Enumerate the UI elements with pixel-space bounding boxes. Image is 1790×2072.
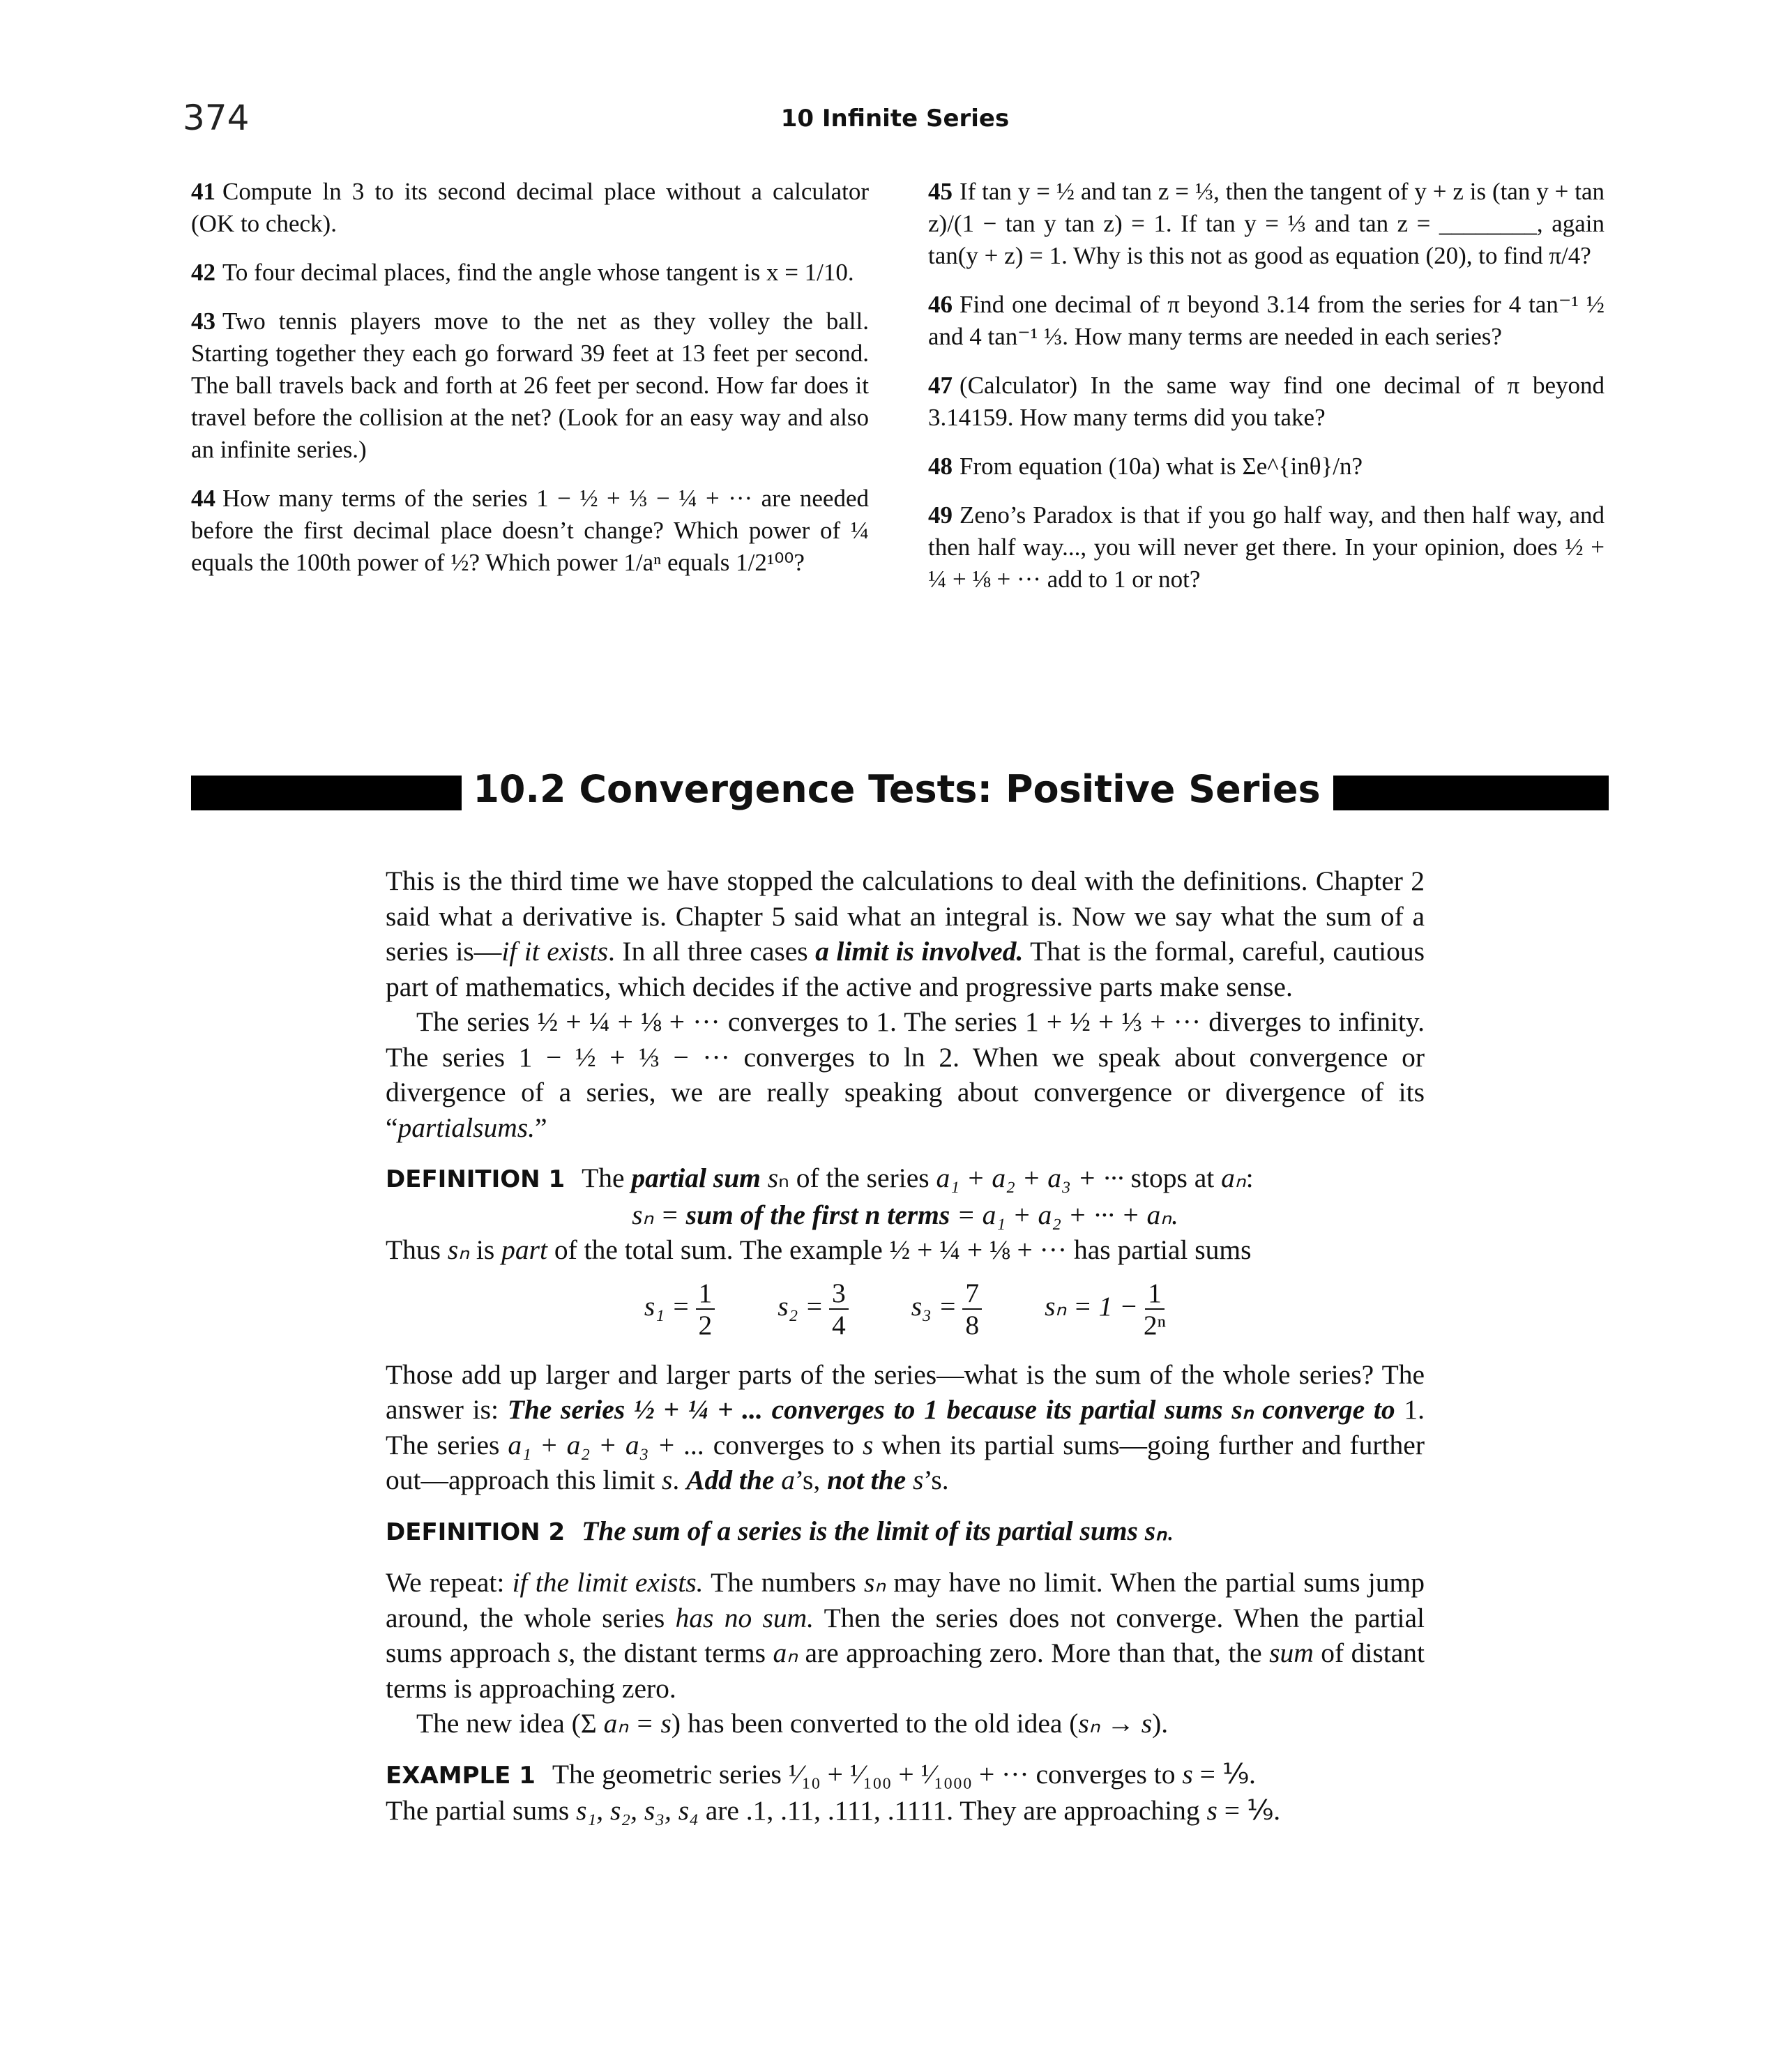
text-run: a xyxy=(774,1465,795,1495)
exercises-left-column xyxy=(191,176,869,596)
paragraph xyxy=(386,1565,1425,1706)
exercise-number: 46 xyxy=(928,291,953,318)
text-run: The numbers xyxy=(703,1567,865,1598)
text-run: partialsums. xyxy=(397,1112,535,1143)
label: DEFINITION 2 xyxy=(386,1518,566,1546)
exercise-text: (Calculator) In the same way find one decimal of π beyond 3.14159. How many terms did you take? xyxy=(928,372,1605,431)
exercise xyxy=(928,451,1605,483)
text-run: . xyxy=(672,1465,687,1495)
denominator: 2ⁿ xyxy=(1143,1309,1167,1340)
text-run: The series ½ + ¼ + ... converges to 1 because its partial sums sₙ converge to xyxy=(507,1394,1395,1425)
text-run: sₙ = xyxy=(632,1199,686,1230)
text-run: ) has been converted to the old idea ( xyxy=(671,1708,1079,1739)
exercise xyxy=(191,483,869,579)
text-run: s xyxy=(906,1465,924,1495)
partial-sum-lhs: sₙ = 1 − xyxy=(1045,1290,1138,1322)
text-run: aₙ xyxy=(773,1638,798,1668)
text-run: a limit is involved. xyxy=(815,936,1024,967)
text-run: Add the xyxy=(686,1465,775,1495)
fraction xyxy=(696,1278,715,1340)
text-run: , the distant terms xyxy=(568,1638,773,1668)
text-run: are .1, .11, .111, .1111. They are approaching xyxy=(698,1795,1207,1826)
text-run: 1. The series xyxy=(386,1394,1425,1460)
text-run: Then the series does not converge. When the partial sums approach xyxy=(386,1602,1425,1668)
text-run: ” xyxy=(535,1112,547,1143)
exercise-number: 44 xyxy=(191,485,215,512)
denominator: 2 xyxy=(698,1309,713,1340)
paragraph xyxy=(386,1757,1425,1794)
exercise xyxy=(191,305,869,466)
exercise-text: From equation (10a) what is Σe^{inθ}/n? xyxy=(960,453,1363,480)
exercise-number: 43 xyxy=(191,308,215,335)
text-run: = ⅑. xyxy=(1192,1758,1256,1790)
exercise-text: Compute ln 3 to its second decimal place without a calculator (OK to check). xyxy=(191,178,869,237)
text-run: when its partial sums—going further and further out—approach this limit xyxy=(386,1429,1425,1495)
text-run: This is the third time we have stopped the calculations to deal with the definitions. Chapter 2 said what a derivative is. Chapter 5 said what an integral is. Now we say what the sum of a series is— xyxy=(386,865,1425,967)
denominator: 4 xyxy=(831,1309,846,1340)
section-rule-left xyxy=(191,776,462,810)
text-run: not the xyxy=(827,1465,907,1495)
text-run: s xyxy=(1182,1758,1193,1790)
exercise xyxy=(191,176,869,240)
exercise-number: 45 xyxy=(928,178,953,205)
exercise-text: Two tennis players move to the net as they volley the ball. Starting together they each go forward 39 feet at 13 feet per second. The ball travels back and forth at 26 feet per second. How far does it travel before the collision at the net? (Look for an easy way and also an infinite series.) xyxy=(191,308,869,463)
text-run: s xyxy=(1206,1795,1218,1826)
label: EXAMPLE 1 xyxy=(386,1761,536,1790)
text-run: = ⅑. xyxy=(1217,1795,1281,1826)
exercise-number: 49 xyxy=(928,501,953,529)
text-run: The series ½ + ¼ + ⅛ + ··· converges to 1. The series 1 + ½ + ⅓ + ··· diverges to infinity. The series 1 − ½ + ⅓ − ··· converges to ln 2. When we speak about convergence or divergence of a series, we are really speaking about convergence or divergence of its “ xyxy=(386,1006,1425,1143)
text-run: has no sum. xyxy=(675,1602,814,1633)
partial-sum-lhs: s₃ = xyxy=(911,1290,957,1322)
text-run: That is the formal, careful, cautious part of mathematics, which decides if the active and progressive parts make sense. xyxy=(386,936,1425,1002)
paragraph xyxy=(386,1197,1425,1233)
text-run: sum of the first n terms xyxy=(685,1199,950,1230)
section-body xyxy=(386,863,1425,1829)
partial-sums-display xyxy=(386,1278,1425,1340)
text-run: stops at xyxy=(1130,1163,1222,1193)
text-run: a₁ + a₂ + a₃ + ··· xyxy=(936,1163,1131,1193)
fraction xyxy=(1144,1278,1166,1340)
exercise xyxy=(928,499,1605,596)
text-run: . In all three cases xyxy=(608,936,816,967)
section-title: 10.2 Convergence Tests: Positive Series xyxy=(473,767,1321,811)
exercise-text: To four decimal places, find the angle whose tangent is x = 1/10. xyxy=(222,259,854,286)
text-run: We repeat: xyxy=(386,1567,513,1598)
numerator: 1 xyxy=(1145,1278,1165,1310)
numerator: 1 xyxy=(696,1278,715,1310)
paragraph xyxy=(386,1706,1425,1741)
exercise xyxy=(928,176,1605,272)
running-head: 10 Infinite Series xyxy=(780,105,1010,133)
partial-sum xyxy=(644,1278,715,1340)
exercise-number: 47 xyxy=(928,372,953,399)
paragraph xyxy=(386,1793,1425,1829)
text-run: sum xyxy=(1269,1638,1314,1668)
exercise-number: 48 xyxy=(928,453,953,480)
numerator: 3 xyxy=(829,1278,849,1310)
text-run: aₙ = s xyxy=(603,1708,672,1739)
exercise xyxy=(928,289,1605,353)
text-run: part xyxy=(501,1234,547,1265)
text-run: The geometric series ¹⁄₁₀ + ¹⁄₁₀₀ + ¹⁄₁₀₀₀ + ··· converges to xyxy=(552,1758,1183,1790)
text-run: aₙ xyxy=(1221,1163,1246,1193)
partial-sum xyxy=(911,1278,982,1340)
text-run: . xyxy=(1166,1515,1174,1546)
exercise-number: 42 xyxy=(191,259,215,286)
text-run: The xyxy=(582,1163,632,1193)
exercise-text: How many terms of the series 1 − ½ + ⅓ − ¼ + ··· are needed before the first decimal place doesn’t change? Which power of ¼ equals the 100th power of ½? Which power 1/aⁿ equals 1/2¹⁰⁰? xyxy=(191,485,869,576)
text-run: s xyxy=(557,1638,569,1668)
text-run: Those add up larger and larger parts of the series—what is the sum of the whole series? The answer is: xyxy=(386,1359,1425,1425)
exercise-text: Zeno’s Paradox is that if you go half way, and then half way, and then half way..., you will never get there. In your opinion, does ½ + ¼ + ⅛ + ··· add to 1 or not? xyxy=(928,501,1605,593)
text-run: partial sum xyxy=(631,1163,761,1193)
text-run: if it exists xyxy=(501,936,609,967)
fraction xyxy=(962,1278,982,1340)
text-run: may have no limit. When the partial sums jump around, the whole series xyxy=(386,1567,1425,1633)
paragraph xyxy=(386,863,1425,1004)
text-run: The new idea (Σ xyxy=(416,1708,604,1739)
text-run: Thus xyxy=(386,1234,448,1265)
text-run: = a₁ + a₂ + ··· + aₙ. xyxy=(950,1199,1178,1230)
partial-sum-lhs: s₂ = xyxy=(778,1290,824,1322)
partial-sum xyxy=(778,1278,848,1340)
exercise-text: Find one decimal of π beyond 3.14 from the series for 4 tan⁻¹ ½ and 4 tan⁻¹ ⅓. How many terms are needed in each series? xyxy=(928,291,1605,350)
text-run: is xyxy=(469,1234,502,1265)
partial-sum xyxy=(1045,1278,1166,1340)
fraction xyxy=(829,1278,849,1340)
text-run: ). xyxy=(1152,1708,1169,1739)
text-run: converges to xyxy=(704,1429,863,1460)
text-run: a₁ + a₂ + a₃ + ... xyxy=(508,1429,705,1460)
text-run: : xyxy=(1245,1163,1254,1193)
text-run: of distant terms is approaching zero. xyxy=(386,1638,1425,1704)
exercises-right-column xyxy=(928,176,1605,612)
text-run: ₙ of the series xyxy=(778,1163,936,1193)
exercise-text: If tan y = ½ and tan z = ⅓, then the tangent of y + z is (tan y + tan z)/(1 − tan y tan z) = 1. If tan y = ⅓ and tan z = ________, again tan(y + z) = 1. Why is this not as good as equation (20), to find π/4? xyxy=(928,178,1605,269)
text-run: s xyxy=(760,1163,779,1193)
text-run: The partial sums xyxy=(386,1795,577,1826)
numerator: 7 xyxy=(962,1278,982,1310)
page-number: 374 xyxy=(183,98,250,138)
text-run: if the limit exists. xyxy=(512,1567,704,1598)
text-run: ’s. xyxy=(923,1465,949,1495)
section-rule-right xyxy=(1333,776,1609,810)
paragraph xyxy=(386,1232,1425,1268)
exercise xyxy=(928,370,1605,434)
text-run: s xyxy=(862,1429,874,1460)
paragraph xyxy=(386,1357,1425,1498)
text-run: sₙ → s xyxy=(1078,1708,1153,1739)
text-run: of the total sum. The example ½ + ¼ + ⅛ + ··· has partial sums xyxy=(547,1234,1252,1265)
text-run: The sum of a series is the limit of its partial sums sₙ xyxy=(582,1515,1167,1546)
paragraph xyxy=(386,1160,1425,1197)
text-run: s xyxy=(662,1465,673,1495)
exercise-number: 41 xyxy=(191,178,215,205)
paragraph xyxy=(386,1513,1425,1550)
partial-sum-lhs: s₁ = xyxy=(644,1290,690,1322)
label: DEFINITION 1 xyxy=(386,1165,566,1193)
denominator: 8 xyxy=(965,1309,980,1340)
text-run: sₙ xyxy=(447,1234,469,1265)
text-run: s₁, s₂, s₃, s₄ xyxy=(576,1795,699,1826)
text-run: sₙ xyxy=(864,1567,886,1598)
text-run: are approaching zero. More than that, the xyxy=(798,1638,1270,1668)
exercise xyxy=(191,257,869,289)
paragraph xyxy=(386,1004,1425,1145)
text-run: ’s, xyxy=(795,1465,828,1495)
